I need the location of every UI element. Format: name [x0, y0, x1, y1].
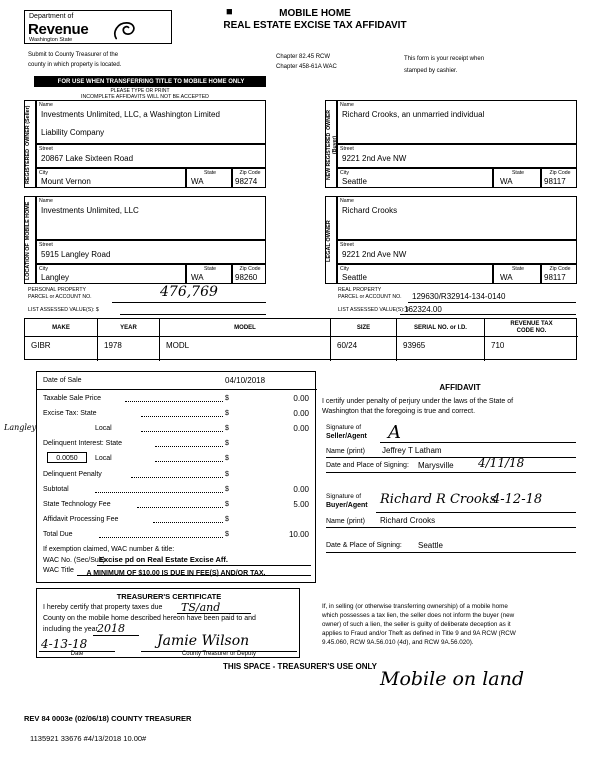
row-label-delinquent-interest-local: Local: [95, 455, 112, 462]
location-side-label: LOCATION OF MOBILE HOME: [24, 196, 36, 284]
mobilehome-name-box[interactable]: [36, 196, 266, 240]
row-value-excise-tax-local: 0.00: [293, 424, 309, 433]
treasurer-date-label: Date: [70, 651, 84, 657]
row-dollar-9: $: [225, 531, 229, 538]
buyer-signature-hand: Richard R Crooks: [380, 492, 497, 507]
seller-street-label: Street: [39, 146, 53, 152]
buyer-name-label: Name: [340, 102, 354, 108]
seller-state-label: State: [203, 170, 217, 176]
legalowner-state-value: WA: [500, 273, 513, 282]
legalowner-name-box[interactable]: [337, 196, 577, 240]
seller-city-value: Mount Vernon: [41, 177, 91, 186]
buyer-street-label: Street: [340, 146, 354, 152]
seller-name-print-value: Jeffrey T Latham: [382, 446, 442, 455]
assessed-value-right: 162324.00: [404, 305, 442, 314]
buyer-state-value: WA: [500, 177, 513, 186]
row-label-excise-tax-local: Local: [95, 425, 112, 432]
mobilehome-state-label: State: [203, 266, 217, 272]
row-label-affidavit-processing-fee: Affidavit Processing Fee: [43, 516, 119, 523]
legalowner-name-value: Richard Crooks: [342, 206, 398, 215]
bullet-icon: ■: [226, 6, 233, 18]
row-label-subtotal: Subtotal: [43, 486, 69, 493]
dept-line3: Washington State: [29, 37, 73, 43]
mobilehome-name-label: Name: [39, 198, 53, 204]
buyer-date-place-value: Seattle: [418, 541, 443, 550]
col-make: MAKE: [52, 325, 70, 331]
mobilehome-name-value: Investments Unlimited, LLC: [41, 206, 139, 215]
buyer-date-place-label: Date & Place of Signing:: [326, 542, 402, 549]
treasurer-signature-label: County Treasurer or Deputy: [181, 651, 257, 657]
please-type-note: PLEASE TYPE OR PRINT: [110, 88, 170, 94]
seller-city-box[interactable]: [36, 168, 186, 188]
legalowner-city-value: Seattle: [342, 273, 367, 282]
buyer-name-print-value: Richard Crooks: [380, 516, 436, 525]
receipt-line2: stamped by cashier.: [404, 68, 458, 74]
legalowner-city-box[interactable]: [337, 264, 493, 284]
legalowner-name-label: Name: [340, 198, 354, 204]
treasurer-line1: I hereby certify that property taxes due: [43, 604, 163, 611]
treasurer-signature-hand: Jamie Wilson: [157, 633, 250, 649]
assessed-label-right: LIST ASSESSED VALUE(S): $: [338, 307, 409, 313]
legalowner-zip-label: Zip Code: [549, 266, 571, 272]
row-dollar-5: $: [225, 471, 229, 478]
mobilehome-zip-value: 98260: [235, 273, 258, 282]
treasurer-line3: including the year: [43, 626, 98, 633]
treasurer-use-only-label: THIS SPACE - TREASURER'S USE ONLY: [223, 662, 377, 671]
chapter-2: Chapter 458-61A WAC: [276, 64, 337, 70]
row-label-state-technology-fee: State Technology Fee: [43, 501, 111, 508]
buyer-state-box[interactable]: [493, 168, 541, 188]
minimum-due-note: A MINIMUM OF $10.00 IS DUE IN FEE(S) AND/OR TAX.: [86, 570, 266, 577]
submit-line1: Submit to County Treasurer of the: [28, 52, 119, 58]
row-dollar-3: $: [225, 440, 229, 447]
seller-state-value: WA: [191, 177, 204, 186]
row-label-delinquent-penalty: Delinquent Penalty: [43, 471, 102, 478]
buyer-name-print-label: Name (print): [326, 518, 365, 525]
legalowner-street-value: 9221 2nd Ave NW: [342, 250, 407, 259]
dept-line2: Revenue: [28, 21, 89, 38]
row-value-state-technology-fee: 5.00: [293, 500, 309, 509]
seller-name-print-label: Name (print): [326, 448, 365, 455]
cell-make: GIBR: [31, 341, 51, 350]
delinquent-rate-box[interactable]: 0.0050: [47, 452, 87, 463]
seller-date-place-value: Marysville: [418, 461, 454, 470]
row-value-subtotal: 0.00: [293, 485, 309, 494]
treasurer-certificate-box: [36, 588, 300, 658]
real-parcel-label1: REAL PROPERTY: [338, 287, 382, 293]
seller-signature-label2: Seller/Agent: [326, 433, 367, 440]
row-dollar-8: $: [225, 516, 229, 523]
buyer-city-value: Seattle: [342, 177, 367, 186]
seller-date-place-label: Date and Place of Signing:: [326, 462, 409, 469]
seller-street-box[interactable]: [36, 144, 266, 168]
exemption-claimed-label: If exemption claimed, WAC number & title:: [43, 546, 175, 553]
date-of-sale-value: 04/10/2018: [225, 376, 266, 385]
new-registered-owner-side-label: NEW REGISTERED OWNER (Buyer): [325, 100, 337, 188]
buyer-city-label: City: [340, 170, 349, 176]
registered-owner-side-label: REGISTERED OWNER (Seller): [24, 100, 36, 188]
seller-zip-value: 98274: [235, 177, 258, 186]
row-value-excise-tax-state: 0.00: [293, 409, 309, 418]
buyer-signature-label2: Buyer/Agent: [326, 502, 368, 509]
cell-serial: 93965: [403, 341, 426, 350]
personal-parcel-value: 476,769: [160, 284, 218, 300]
incomplete-note: INCOMPLETE AFFIDAVITS WILL NOT BE ACCEPTED: [81, 94, 209, 100]
legalowner-zip-box[interactable]: [541, 264, 577, 284]
title-line1: MOBILE HOME: [279, 8, 351, 19]
mobilehome-city-box[interactable]: [36, 264, 186, 284]
form-rev-footer: REV 84 0003e (02/06/18) COUNTY TREASURER: [24, 714, 192, 723]
mobilehome-state-box[interactable]: [186, 264, 232, 284]
personal-parcel-label2: PARCEL or ACCOUNT NO.: [28, 294, 92, 300]
legal-owner-side-label: LEGAL OWNER: [325, 196, 337, 284]
cell-revenue-code: 710: [491, 341, 505, 350]
row-value-taxable-sale-price: 0.00: [293, 394, 309, 403]
assessed-label-left: LIST ASSESSED VALUE(S): $: [28, 307, 99, 313]
buyer-name-value: Richard Crooks, an unmarried individual: [342, 110, 485, 119]
col-size: SIZE: [356, 325, 371, 331]
certify-line1: I certify under penalty of perjury under the laws of the State of: [322, 398, 514, 405]
wac-title-label: WAC Title: [43, 567, 74, 574]
treasurer-stamp-note: Mobile on land: [380, 668, 525, 690]
form-title: [200, 8, 430, 31]
seller-signature-label1: Signature of: [326, 424, 362, 431]
row-value-total-due: 10.00: [288, 530, 309, 539]
wac-secsub-label: WAC No. (Sec/Sub): [43, 557, 105, 564]
title-line2: REAL ESTATE EXCISE TAX AFFIDAVIT: [223, 20, 407, 31]
mobilehome-state-value: WA: [191, 273, 204, 282]
col-revenue-tax-code: REVENUE TAX CODE NO.: [510, 321, 553, 335]
certify-line2: Washington that the foregoing is true and correct.: [322, 408, 476, 415]
cell-model: MODL: [166, 341, 190, 350]
seller-name-box[interactable]: [36, 100, 266, 144]
row-label-excise-tax-state: Excise Tax: State: [43, 410, 97, 417]
treasurer-line3-hand: 2018: [97, 622, 125, 635]
legalowner-state-box[interactable]: [493, 264, 541, 284]
seller-date-hand: 4/11/18: [478, 456, 525, 470]
legalowner-street-box[interactable]: [337, 240, 577, 264]
seller-signature-mark: A: [388, 422, 401, 443]
seller-name-line2: Liability Company: [41, 128, 105, 137]
chapter-1: Chapter 82.45 RCW: [276, 54, 331, 60]
buyer-signature-date-hand: 4-12-18: [492, 492, 543, 507]
cell-size: 60/24: [337, 341, 358, 350]
personal-parcel-label1: PERSONAL PROPERTY: [28, 287, 86, 293]
seller-name-label: Name: [39, 102, 53, 108]
legalowner-state-label: State: [511, 266, 525, 272]
buyer-city-box[interactable]: [337, 168, 493, 188]
warning-line4: applies to Fraud and/or Theft as defined in Title 9 and 9A RCW (RCW: [322, 630, 516, 637]
real-parcel-value: 129630/R32914-134-0140: [412, 292, 506, 301]
wac-secsub-value: Excise pd on Real Estate Excise Aff.: [99, 555, 228, 564]
mobilehome-city-label: City: [39, 266, 48, 272]
calculation-box: [36, 371, 316, 583]
seller-zip-box[interactable]: [232, 168, 266, 188]
row-label-total-due: Total Due: [43, 531, 73, 538]
treasurer-line2: County on the mobile home described hereon have been paid to and: [43, 615, 256, 622]
seller-street-value: 20867 Lake Sixteen Road: [41, 154, 134, 163]
col-serial: SERIAL NO. or I.D.: [414, 325, 467, 331]
legalowner-street-label: Street: [340, 242, 354, 248]
dept-line1: Department of: [29, 13, 74, 20]
treasurer-line1-hand: TS/and: [181, 601, 221, 614]
treasurer-date-hand: 4-13-18: [41, 637, 88, 651]
transfer-banner: FOR USE WHEN TRANSFERRING TITLE TO MOBILE HOME ONLY: [57, 79, 245, 85]
legalowner-city-label: City: [340, 266, 349, 272]
warning-line2: which possesses a tax lien, the seller does not inform the buyer (new: [322, 612, 515, 619]
real-parcel-label2: PARCEL or ACCOUNT NO.: [338, 294, 402, 300]
legalowner-zip-value: 98117: [544, 273, 566, 282]
dor-logo-box: [24, 10, 172, 44]
mobilehome-street-value: 5915 Langley Road: [41, 250, 111, 259]
receipt-footer: 1135921 33676 #4/13/2018 10.00#: [30, 734, 147, 743]
mobilehome-zip-label: Zip Code: [239, 266, 261, 272]
mobilehome-zip-box[interactable]: [232, 264, 266, 284]
warning-line5: 9.45.060, RCW 9A.56.010 (4d), and RCW 9A.56.020).: [322, 639, 474, 646]
receipt-line1: This form is your receipt when: [404, 56, 485, 62]
row-dollar-4: $: [225, 455, 229, 462]
row-dollar-1: $: [225, 410, 229, 417]
mobilehome-street-box[interactable]: [36, 240, 266, 264]
mobilehome-street-label: Street: [39, 242, 53, 248]
cell-year: 1978: [104, 341, 122, 350]
submit-line2: county in which property is located.: [28, 62, 122, 68]
mobilehome-city-value: Langley: [41, 273, 70, 282]
buyer-street-value: 9221 2nd Ave NW: [342, 154, 407, 163]
buyer-state-label: State: [511, 170, 525, 176]
left-margin-note: Langley: [4, 423, 37, 432]
row-label-delinquent-interest-state: Delinquent Interest: State: [43, 440, 122, 447]
treasurer-cert-heading: TREASURER'S CERTIFICATE: [116, 592, 222, 601]
row-dollar-6: $: [225, 486, 229, 493]
buyer-zip-label: Zip Code: [549, 170, 571, 176]
seller-state-box[interactable]: [186, 168, 232, 188]
buyer-zip-box[interactable]: [541, 168, 577, 188]
affidavit-heading: AFFIDAVIT: [439, 383, 481, 392]
seller-city-label: City: [39, 170, 48, 176]
buyer-signature-label1: Signature of: [326, 493, 362, 500]
buyer-zip-value: 98117: [544, 177, 566, 186]
row-dollar-7: $: [225, 501, 229, 508]
swirl-logo-icon: [111, 19, 137, 45]
buyer-name-box[interactable]: [337, 100, 577, 144]
row-dollar-0: $: [225, 395, 229, 402]
col-year: YEAR: [120, 325, 137, 331]
date-of-sale-label: Date of Sale: [43, 377, 82, 384]
buyer-street-box[interactable]: [337, 144, 577, 168]
row-dollar-2: $: [225, 425, 229, 432]
vehicle-table: [24, 318, 577, 360]
row-label-taxable-sale-price: Taxable Sale Price: [43, 395, 101, 402]
warning-line1: If, in selling (or otherwise transferring ownership) of a mobile home: [322, 603, 508, 610]
warning-line3: owner) of such a lien, the seller is guilty of deliberate deception as it: [322, 621, 511, 628]
seller-zip-label: Zip Code: [239, 170, 261, 176]
col-model: MODEL: [234, 325, 256, 331]
seller-name-line1: Investments Unlimited, LLC, a Washington Limited: [41, 110, 220, 119]
